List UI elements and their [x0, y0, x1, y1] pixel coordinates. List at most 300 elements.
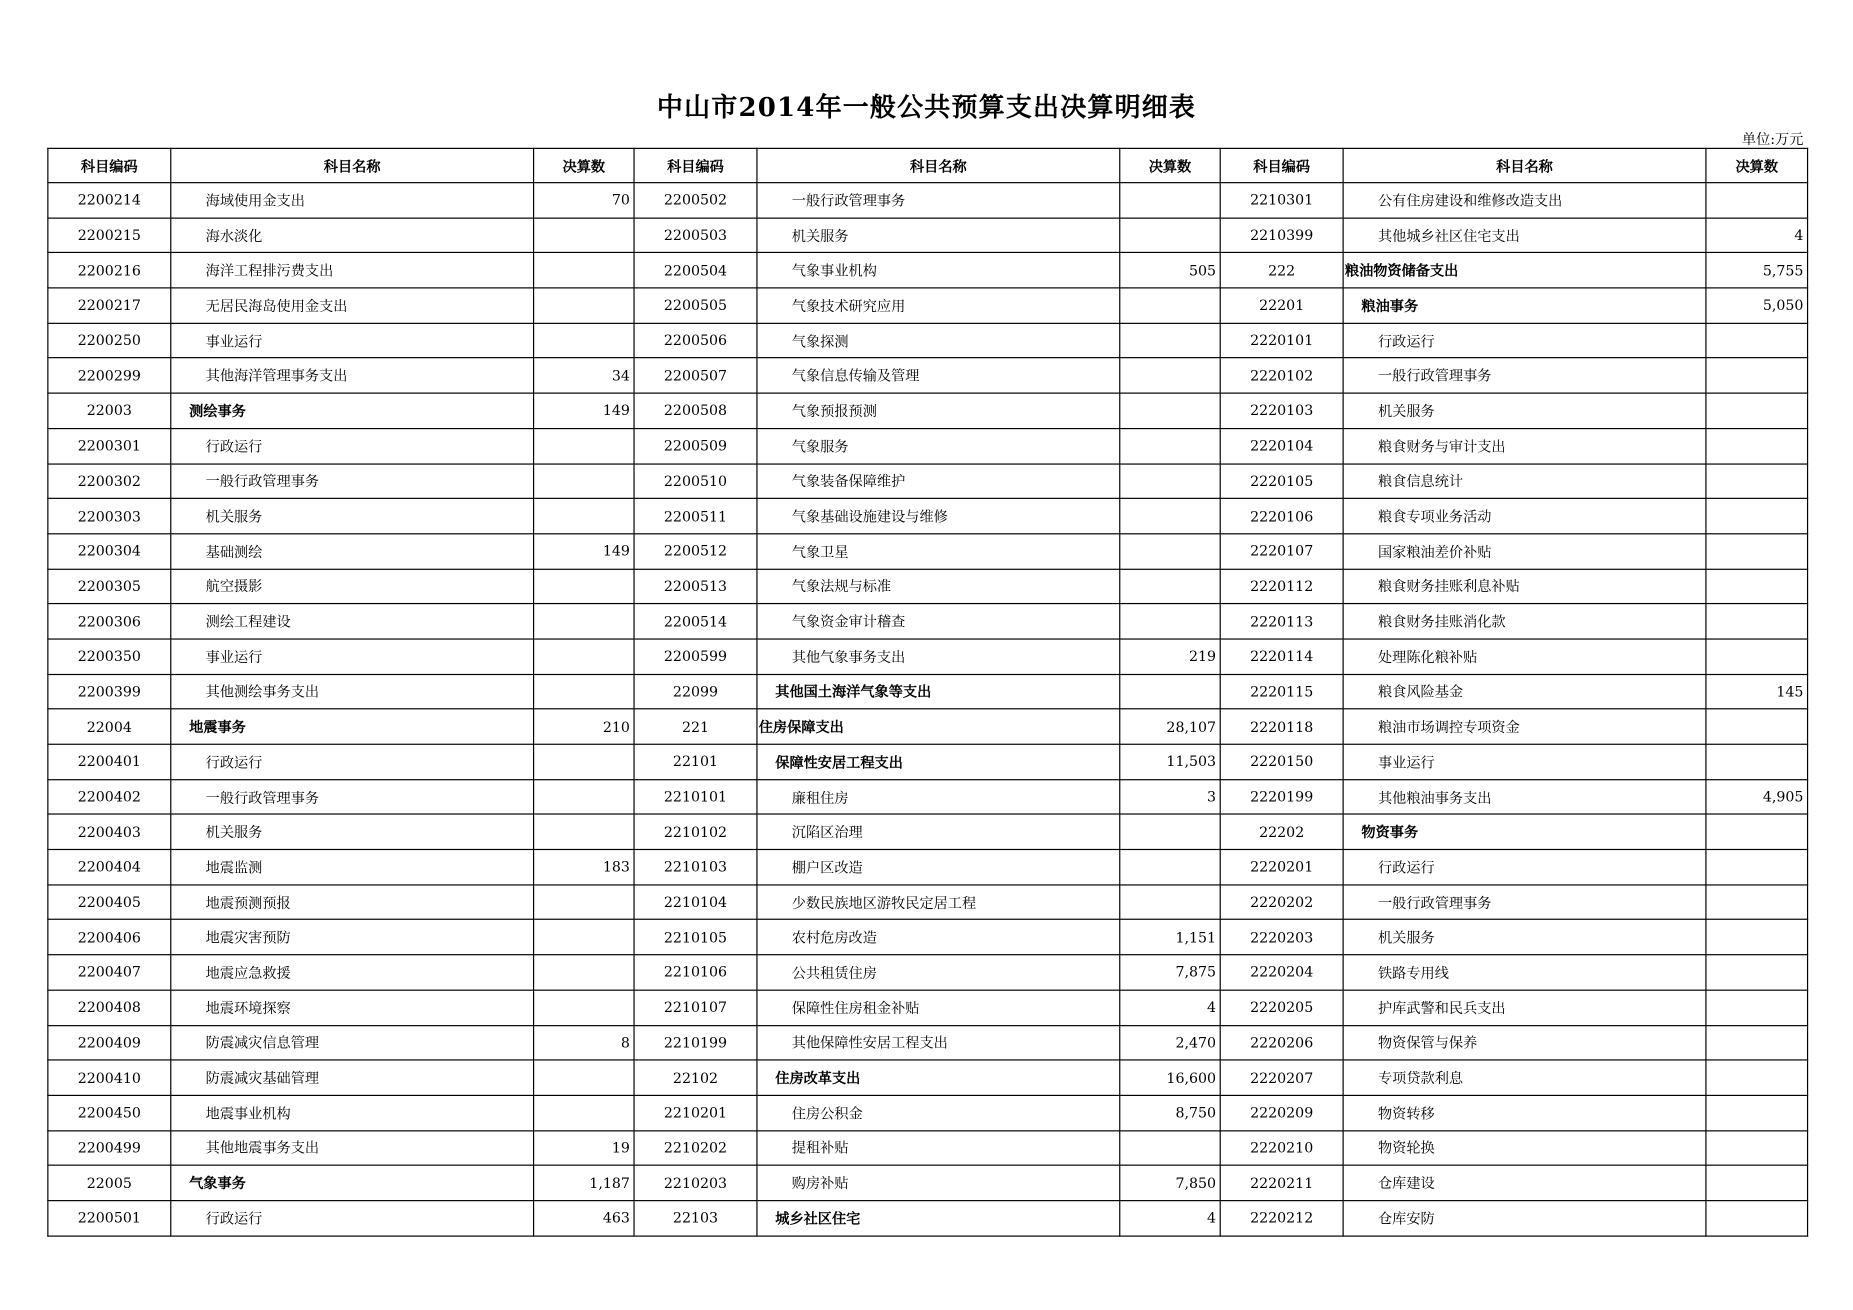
- final-amount: [1120, 814, 1220, 849]
- subject-code: 2200599: [634, 639, 757, 674]
- final-amount: [1706, 463, 1808, 498]
- subject-name: 气象探测: [757, 323, 1120, 358]
- subject-name: 其他城乡社区住宅支出: [1343, 218, 1706, 253]
- subject-code: 2220211: [1220, 1165, 1343, 1200]
- subject-code: 2220150: [1220, 744, 1343, 779]
- subject-code: 2200499: [48, 1130, 171, 1165]
- subject-name: 防震减灾基础管理: [171, 1060, 534, 1095]
- subject-name: 地震事务: [171, 709, 534, 744]
- subject-code: 2200512: [634, 534, 757, 569]
- subject-name: 粮食财务与审计支出: [1343, 428, 1706, 463]
- final-amount: [1706, 604, 1808, 639]
- subject-name: 基础测绘: [171, 534, 534, 569]
- subject-name: 仓库建设: [1343, 1165, 1706, 1200]
- subject-code: 2200506: [634, 323, 757, 358]
- subject-name: 地震应急救援: [171, 955, 534, 990]
- subject-name: 机关服务: [171, 499, 534, 534]
- final-amount: [534, 463, 634, 498]
- subject-code: 2220102: [1220, 358, 1343, 393]
- final-amount: [1120, 499, 1220, 534]
- subject-code: 2200403: [48, 814, 171, 849]
- final-amount: [534, 499, 634, 534]
- header-name: 科目名称: [757, 148, 1120, 182]
- page-title: 中山市2014年一般公共预算支出决算明细表: [656, 92, 1197, 123]
- subject-name: 提租补贴: [757, 1130, 1120, 1165]
- subject-name: 防震减灾信息管理: [171, 1025, 534, 1060]
- table-row: [48, 850, 1808, 885]
- subject-code: 2200407: [48, 955, 171, 990]
- subject-name: 购房补贴: [757, 1165, 1120, 1200]
- table-row: [48, 814, 1808, 849]
- table-row: [48, 674, 1808, 709]
- header-code: 科目编码: [48, 148, 171, 182]
- final-amount: [1706, 499, 1808, 534]
- subject-code: 22101: [634, 744, 757, 779]
- subject-code: 2210201: [634, 1095, 757, 1130]
- final-amount: [1706, 850, 1808, 885]
- subject-code: 2220115: [1220, 674, 1343, 709]
- subject-code: 2210105: [634, 920, 757, 955]
- subject-code: 2220202: [1220, 885, 1343, 920]
- final-amount: [534, 674, 634, 709]
- final-amount: 219: [1120, 639, 1220, 674]
- final-amount: [1120, 534, 1220, 569]
- subject-name: 少数民族地区游牧民定居工程: [757, 885, 1120, 920]
- final-amount: 149: [534, 534, 634, 569]
- final-amount: [534, 814, 634, 849]
- final-amount: [534, 218, 634, 253]
- subject-code: 2220105: [1220, 463, 1343, 498]
- subject-name: 事业运行: [171, 323, 534, 358]
- subject-name: 无居民海岛使用金支出: [171, 288, 534, 323]
- subject-code: 2220112: [1220, 569, 1343, 604]
- subject-code: 2210103: [634, 850, 757, 885]
- subject-code: 2200214: [48, 183, 171, 218]
- table-row: [48, 463, 1808, 498]
- subject-name: 粮食专项业务活动: [1343, 499, 1706, 534]
- table-row: [48, 1165, 1808, 1200]
- subject-code: 2200250: [48, 323, 171, 358]
- final-amount: [534, 744, 634, 779]
- final-amount: 4: [1120, 990, 1220, 1025]
- final-amount: 11,503: [1120, 744, 1220, 779]
- subject-code: 2200216: [48, 253, 171, 288]
- subject-name: 粮食财务挂账利息补贴: [1343, 569, 1706, 604]
- final-amount: [1706, 990, 1808, 1025]
- table-row: [48, 744, 1808, 779]
- subject-name: 其他国土海洋气象等支出: [757, 674, 1120, 709]
- table-row: [48, 955, 1808, 990]
- subject-code: 2200301: [48, 428, 171, 463]
- header-name: 科目名称: [171, 148, 534, 182]
- final-amount: 28,107: [1120, 709, 1220, 744]
- subject-code: 2200305: [48, 569, 171, 604]
- subject-name: 其他保障性安居工程支出: [757, 1025, 1120, 1060]
- subject-name: 物资事务: [1343, 814, 1706, 849]
- subject-code: 2220107: [1220, 534, 1343, 569]
- subject-name: 物资轮换: [1343, 1130, 1706, 1165]
- subject-name: 其他粮油事务支出: [1343, 779, 1706, 814]
- subject-code: 22004: [48, 709, 171, 744]
- subject-name: 粮油市场调控专项资金: [1343, 709, 1706, 744]
- table-row: [48, 779, 1808, 814]
- header-amount: 决算数: [1706, 148, 1808, 182]
- final-amount: [534, 1060, 634, 1095]
- unit-label: 单位:万元: [1741, 131, 1804, 148]
- final-amount: 183: [534, 850, 634, 885]
- subject-code: 2200350: [48, 639, 171, 674]
- subject-code: 2200406: [48, 920, 171, 955]
- subject-name: 公共租赁住房: [757, 955, 1120, 990]
- subject-code: 22102: [634, 1060, 757, 1095]
- header-name: 科目名称: [1343, 148, 1706, 182]
- subject-name: 仓库安防: [1343, 1201, 1706, 1236]
- subject-code: 2200217: [48, 288, 171, 323]
- subject-code: 2220101: [1220, 323, 1343, 358]
- subject-name: 机关服务: [1343, 920, 1706, 955]
- subject-name: 住房保障支出: [757, 709, 1120, 744]
- final-amount: [1706, 393, 1808, 428]
- table-row: [48, 499, 1808, 534]
- subject-code: 2220210: [1220, 1130, 1343, 1165]
- final-amount: [1120, 885, 1220, 920]
- subject-code: 22099: [634, 674, 757, 709]
- final-amount: [1706, 1201, 1808, 1236]
- subject-code: 2220106: [1220, 499, 1343, 534]
- subject-name: 机关服务: [757, 218, 1120, 253]
- subject-name: 机关服务: [171, 814, 534, 849]
- subject-name: 地震事业机构: [171, 1095, 534, 1130]
- final-amount: 3: [1120, 779, 1220, 814]
- subject-name: 地震灾害预防: [171, 920, 534, 955]
- final-amount: 16,600: [1120, 1060, 1220, 1095]
- subject-code: 221: [634, 709, 757, 744]
- subject-code: 2200215: [48, 218, 171, 253]
- subject-name: 地震监测: [171, 850, 534, 885]
- subject-name: 其他海洋管理事务支出: [171, 358, 534, 393]
- final-amount: [534, 253, 634, 288]
- final-amount: [1706, 1165, 1808, 1200]
- subject-name: 航空摄影: [171, 569, 534, 604]
- subject-name: 护库武警和民兵支出: [1343, 990, 1706, 1025]
- subject-name: 海洋工程排污费支出: [171, 253, 534, 288]
- subject-code: 22202: [1220, 814, 1343, 849]
- final-amount: [1706, 955, 1808, 990]
- final-amount: [534, 323, 634, 358]
- final-amount: [534, 428, 634, 463]
- subject-code: 2220113: [1220, 604, 1343, 639]
- table-row: [48, 885, 1808, 920]
- final-amount: [1120, 323, 1220, 358]
- final-amount: 4: [1120, 1201, 1220, 1236]
- subject-name: 气象信息传输及管理: [757, 358, 1120, 393]
- final-amount: 5,755: [1706, 253, 1808, 288]
- subject-name: 事业运行: [171, 639, 534, 674]
- subject-name: 机关服务: [1343, 393, 1706, 428]
- subject-code: 2200404: [48, 850, 171, 885]
- final-amount: [534, 288, 634, 323]
- table-row: [48, 218, 1808, 253]
- subject-name: 粮油事务: [1343, 288, 1706, 323]
- table-row: [48, 1025, 1808, 1060]
- final-amount: 34: [534, 358, 634, 393]
- subject-name: 地震环境探察: [171, 990, 534, 1025]
- subject-name: 测绘事务: [171, 393, 534, 428]
- subject-name: 专项贷款利息: [1343, 1060, 1706, 1095]
- final-amount: 8: [534, 1025, 634, 1060]
- table-row: [48, 1201, 1808, 1236]
- subject-code: 2220118: [1220, 709, 1343, 744]
- subject-name: 其他气象事务支出: [757, 639, 1120, 674]
- subject-name: 粮油物资储备支出: [1343, 253, 1706, 288]
- final-amount: [1706, 709, 1808, 744]
- subject-code: 2200402: [48, 779, 171, 814]
- subject-code: 2200450: [48, 1095, 171, 1130]
- subject-name: 处理陈化粮补贴: [1343, 639, 1706, 674]
- subject-name: 一般行政管理事务: [171, 779, 534, 814]
- subject-code: 2220205: [1220, 990, 1343, 1025]
- subject-code: 2200302: [48, 463, 171, 498]
- subject-code: 2210101: [634, 779, 757, 814]
- subject-code: 2210102: [634, 814, 757, 849]
- subject-code: 2200513: [634, 569, 757, 604]
- final-amount: [534, 990, 634, 1025]
- subject-name: 铁路专用线: [1343, 955, 1706, 990]
- table-row: [48, 709, 1808, 744]
- header-amount: 决算数: [534, 148, 634, 182]
- final-amount: [1706, 569, 1808, 604]
- table-header-row: [48, 148, 1808, 182]
- subject-name: 气象技术研究应用: [757, 288, 1120, 323]
- subject-code: 2220207: [1220, 1060, 1343, 1095]
- subject-name: 其他测绘事务支出: [171, 674, 534, 709]
- final-amount: [1120, 428, 1220, 463]
- subject-code: 22005: [48, 1165, 171, 1200]
- final-amount: 1,187: [534, 1165, 634, 1200]
- subject-code: 2220114: [1220, 639, 1343, 674]
- final-amount: 4,905: [1706, 779, 1808, 814]
- subject-name: 气象法规与标准: [757, 569, 1120, 604]
- subject-name: 行政运行: [1343, 850, 1706, 885]
- subject-code: 2220209: [1220, 1095, 1343, 1130]
- final-amount: [534, 885, 634, 920]
- final-amount: [1120, 850, 1220, 885]
- table-row: [48, 569, 1808, 604]
- subject-code: 2200409: [48, 1025, 171, 1060]
- subject-name: 行政运行: [171, 744, 534, 779]
- final-amount: [1706, 1130, 1808, 1165]
- subject-code: 2200303: [48, 499, 171, 534]
- subject-name: 保障性住房租金补贴: [757, 990, 1120, 1025]
- subject-name: 气象资金审计稽查: [757, 604, 1120, 639]
- final-amount: 5,050: [1706, 288, 1808, 323]
- header-code: 科目编码: [634, 148, 757, 182]
- final-amount: [534, 1095, 634, 1130]
- final-amount: 70: [534, 183, 634, 218]
- final-amount: [1706, 428, 1808, 463]
- subject-code: 2210199: [634, 1025, 757, 1060]
- subject-code: 2200399: [48, 674, 171, 709]
- header-code: 科目编码: [1220, 148, 1343, 182]
- subject-name: 行政运行: [171, 428, 534, 463]
- final-amount: [534, 920, 634, 955]
- final-amount: 2,470: [1120, 1025, 1220, 1060]
- subject-code: 2210107: [634, 990, 757, 1025]
- final-amount: [1120, 569, 1220, 604]
- subject-name: 沉陷区治理: [757, 814, 1120, 849]
- subject-code: 2200306: [48, 604, 171, 639]
- subject-name: 行政运行: [171, 1201, 534, 1236]
- final-amount: [1120, 463, 1220, 498]
- subject-name: 廉租住房: [757, 779, 1120, 814]
- table-row: [48, 1130, 1808, 1165]
- table-row: [48, 990, 1808, 1025]
- subject-code: 2200508: [634, 393, 757, 428]
- subject-name: 一般行政管理事务: [1343, 885, 1706, 920]
- subject-name: 其他地震事务支出: [171, 1130, 534, 1165]
- final-amount: [1706, 920, 1808, 955]
- table-body: [48, 183, 1808, 1236]
- subject-code: 2200505: [634, 288, 757, 323]
- final-amount: [534, 569, 634, 604]
- table-row: [48, 1060, 1808, 1095]
- subject-code: 2220103: [1220, 393, 1343, 428]
- final-amount: [1120, 183, 1220, 218]
- subject-name: 事业运行: [1343, 744, 1706, 779]
- subject-name: 气象卫星: [757, 534, 1120, 569]
- final-amount: [1706, 534, 1808, 569]
- final-amount: [1706, 183, 1808, 218]
- subject-code: 2210301: [1220, 183, 1343, 218]
- subject-code: 222: [1220, 253, 1343, 288]
- table-row: [48, 358, 1808, 393]
- budget-table: [47, 148, 1808, 1236]
- final-amount: 19: [534, 1130, 634, 1165]
- subject-code: 2200510: [634, 463, 757, 498]
- subject-name: 国家粮油差价补贴: [1343, 534, 1706, 569]
- final-amount: [1706, 358, 1808, 393]
- final-amount: 1,151: [1120, 920, 1220, 955]
- subject-name: 粮食信息统计: [1343, 463, 1706, 498]
- subject-code: 2210399: [1220, 218, 1343, 253]
- subject-name: 测绘工程建设: [171, 604, 534, 639]
- subject-name: 一般行政管理事务: [171, 463, 534, 498]
- subject-code: 2200410: [48, 1060, 171, 1095]
- subject-name: 气象事业机构: [757, 253, 1120, 288]
- subject-name: 保障性安居工程支出: [757, 744, 1120, 779]
- subject-name: 一般行政管理事务: [757, 183, 1120, 218]
- table-row: [48, 639, 1808, 674]
- subject-code: 2220204: [1220, 955, 1343, 990]
- subject-name: 物资保管与保养: [1343, 1025, 1706, 1060]
- subject-name: 棚户区改造: [757, 850, 1120, 885]
- final-amount: [1120, 358, 1220, 393]
- subject-code: 2220104: [1220, 428, 1343, 463]
- subject-code: 22201: [1220, 288, 1343, 323]
- subject-name: 气象基础设施建设与维修: [757, 499, 1120, 534]
- subject-code: 2200502: [634, 183, 757, 218]
- subject-code: 2210104: [634, 885, 757, 920]
- final-amount: 505: [1120, 253, 1220, 288]
- subject-name: 海域使用金支出: [171, 183, 534, 218]
- subject-name: 城乡社区住宅: [757, 1201, 1120, 1236]
- table-row: [48, 253, 1808, 288]
- header-amount: 决算数: [1120, 148, 1220, 182]
- subject-code: 2200503: [634, 218, 757, 253]
- table-row: [48, 393, 1808, 428]
- subject-code: 2210106: [634, 955, 757, 990]
- final-amount: [1120, 674, 1220, 709]
- final-amount: 8,750: [1120, 1095, 1220, 1130]
- final-amount: [534, 955, 634, 990]
- subject-code: 2200507: [634, 358, 757, 393]
- final-amount: [534, 604, 634, 639]
- subject-code: 2200299: [48, 358, 171, 393]
- subject-code: 22003: [48, 393, 171, 428]
- subject-name: 气象事务: [171, 1165, 534, 1200]
- subject-code: 2210202: [634, 1130, 757, 1165]
- final-amount: [1120, 1130, 1220, 1165]
- subject-code: 2220203: [1220, 920, 1343, 955]
- subject-code: 2220212: [1220, 1201, 1343, 1236]
- subject-code: 2200504: [634, 253, 757, 288]
- subject-name: 地震预测预报: [171, 885, 534, 920]
- subject-name: 住房改革支出: [757, 1060, 1120, 1095]
- subject-name: 一般行政管理事务: [1343, 358, 1706, 393]
- subject-code: 2210203: [634, 1165, 757, 1200]
- final-amount: 149: [534, 393, 634, 428]
- subject-code: 2200405: [48, 885, 171, 920]
- subject-code: 2200501: [48, 1201, 171, 1236]
- subject-name: 气象服务: [757, 428, 1120, 463]
- final-amount: [1706, 885, 1808, 920]
- final-amount: [1120, 604, 1220, 639]
- subject-code: 2200511: [634, 499, 757, 534]
- subject-name: 气象装备保障维护: [757, 463, 1120, 498]
- subject-name: 行政运行: [1343, 323, 1706, 358]
- final-amount: [1706, 323, 1808, 358]
- subject-name: 物资转移: [1343, 1095, 1706, 1130]
- subject-code: 2220199: [1220, 779, 1343, 814]
- subject-name: 海水淡化: [171, 218, 534, 253]
- final-amount: 4: [1706, 218, 1808, 253]
- table-row: [48, 1095, 1808, 1130]
- final-amount: [1706, 1095, 1808, 1130]
- final-amount: [1120, 288, 1220, 323]
- table-row: [48, 323, 1808, 358]
- subject-name: 住房公积金: [757, 1095, 1120, 1130]
- final-amount: [1706, 1025, 1808, 1060]
- final-amount: 463: [534, 1201, 634, 1236]
- table-row: [48, 534, 1808, 569]
- subject-code: 2200509: [634, 428, 757, 463]
- subject-code: 2200408: [48, 990, 171, 1025]
- final-amount: [1120, 393, 1220, 428]
- subject-name: 气象预报预测: [757, 393, 1120, 428]
- table-row: [48, 920, 1808, 955]
- final-amount: 210: [534, 709, 634, 744]
- final-amount: [534, 779, 634, 814]
- subject-code: 2200514: [634, 604, 757, 639]
- subject-name: 农村危房改造: [757, 920, 1120, 955]
- subject-code: 2220206: [1220, 1025, 1343, 1060]
- subject-name: 粮食风险基金: [1343, 674, 1706, 709]
- subject-code: 2200304: [48, 534, 171, 569]
- final-amount: 145: [1706, 674, 1808, 709]
- final-amount: 7,875: [1120, 955, 1220, 990]
- final-amount: [534, 639, 634, 674]
- subject-name: 粮食财务挂账消化款: [1343, 604, 1706, 639]
